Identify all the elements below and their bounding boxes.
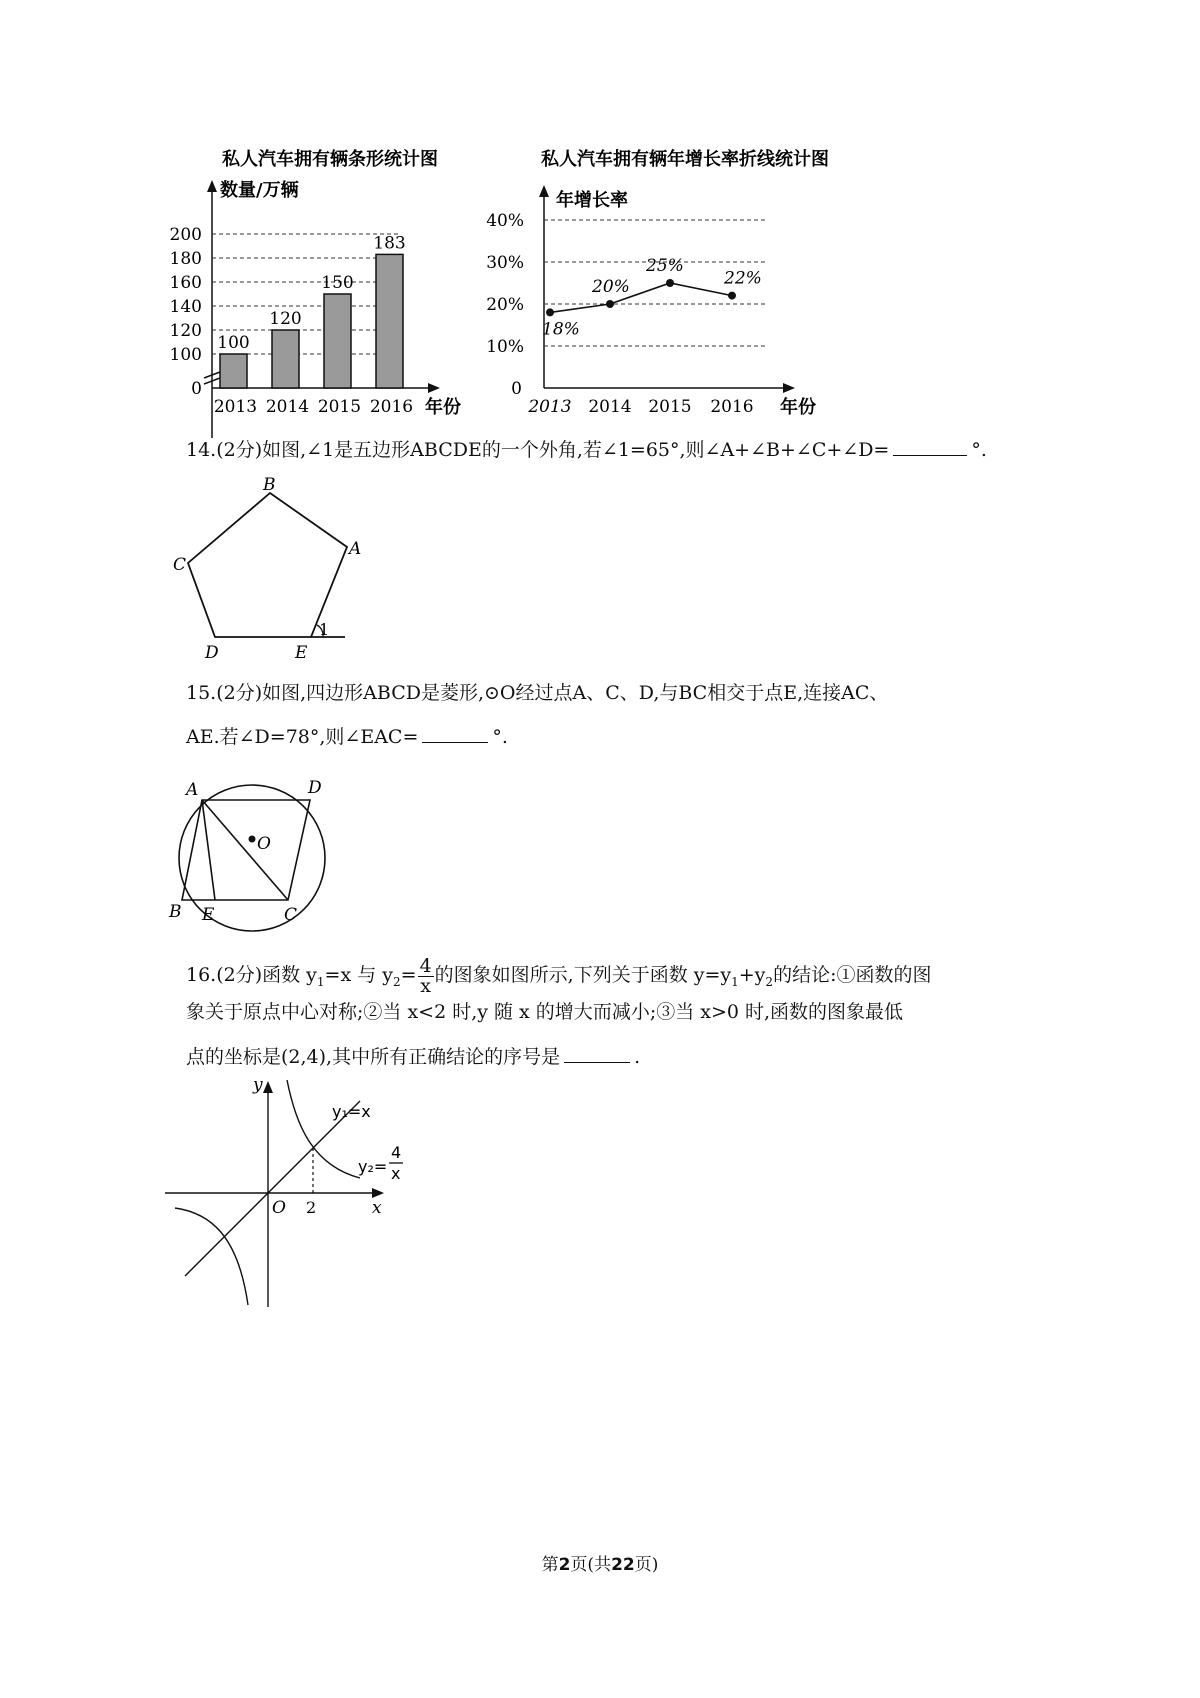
bar-value-label: 183 [373, 233, 406, 254]
q14-answer-blank[interactable] [893, 435, 967, 456]
line-xtick-label: 2013 [528, 397, 572, 417]
line-chart-xlabel: 年份 [780, 397, 816, 418]
question-15-line2 [186, 715, 508, 759]
bar-chart-xlabel: 年份 [425, 397, 461, 418]
line-point [728, 292, 736, 300]
function-graph [160, 1075, 440, 1310]
graph-label-x: x [372, 1198, 382, 1218]
question-16-line3 [186, 1035, 640, 1079]
q16-text-2: 象关于原点中心对称;②当 x<2 时,y 随 x 的增大而减小;③当 x>0 时,函数的图象最低 [186, 1001, 904, 1023]
bar-xtick-label: 2014 [265, 397, 310, 417]
bar-ytick-label: 120 [169, 321, 202, 341]
q16-sub-3: 1 [731, 974, 739, 989]
q15-answer-blank[interactable] [422, 722, 488, 743]
q16-frac-num: 4 [419, 954, 432, 977]
circle-label-O: O [257, 834, 271, 854]
graph-label-y1: y₁=x [332, 1102, 371, 1121]
bar [324, 294, 351, 388]
q16-text-d: 的图象如图所示,下列关于函数 y=y [434, 964, 732, 986]
bar-xtick-label: 2013 [213, 397, 258, 417]
bar [376, 254, 403, 388]
line-xtick-label: 2016 [710, 397, 754, 417]
bar-xtick-label: 2016 [369, 397, 414, 417]
footer-text-b: 页(共 [570, 1555, 612, 1575]
line-value-label: 22% [724, 268, 762, 289]
line-point [666, 279, 674, 287]
line-ytick-label: 10% [486, 337, 524, 357]
bar-ytick-label: 100 [169, 345, 202, 365]
pentagon-label-C: C [173, 555, 187, 575]
question-15-line1 [186, 671, 888, 715]
footer-page-number: 2 [558, 1555, 571, 1575]
circle-label-D: D [308, 778, 322, 798]
q15-text-end: °. [492, 726, 508, 748]
bar-value-label: 120 [269, 309, 302, 329]
question-14 [186, 428, 987, 472]
line-value-label: 25% [646, 256, 684, 276]
line-point [546, 308, 554, 316]
q15-text-1: 15.(2分)如图,四边形ABCD是菱形,⊙O经过点A、C、D,与BC相交于点E,连接AC、 [186, 682, 889, 704]
circle-label-B: B [169, 902, 182, 922]
q16-text-b: =x 与 y [324, 964, 393, 986]
q14-text-end: °. [971, 439, 987, 461]
q16-text-a: 16.(2分)函数 y [186, 964, 317, 986]
pentagon-label-B: B [263, 475, 276, 495]
bar-ytick-label: 140 [169, 297, 202, 317]
q16-sub-1: 1 [316, 974, 325, 989]
graph-label-2: 2 [306, 1198, 317, 1217]
pentagon-label-D: D [205, 643, 219, 663]
line-xtick-label: 2014 [588, 397, 632, 417]
question-16-line2 [186, 990, 903, 1034]
footer-text-a: 第 [541, 1555, 559, 1575]
q16-sub-4: 2 [765, 974, 774, 989]
line-value-label: 20% [592, 277, 630, 297]
bar-ytick-label: 180 [169, 249, 202, 269]
q14-text: 14.(2分)如图,∠1是五边形ABCDE的一个外角,若∠1=65°,则∠A+∠B+∠C+∠D= [186, 439, 890, 461]
q16-text-3: 点的坐标是(2,4),其中所有正确结论的序号是 [186, 1046, 561, 1068]
q16-sub-2: 2 [393, 974, 401, 989]
bar [272, 330, 299, 388]
pentagon-label-A: A [349, 539, 362, 559]
pentagon-figure [175, 475, 375, 670]
pentagon-label-E: E [295, 643, 308, 663]
circle-label-A: A [186, 780, 199, 800]
rhombus-circle-figure [170, 775, 370, 935]
graph-label-O: O [272, 1198, 286, 1218]
bar-chart-title: 私人汽车拥有辆条形统计图 [222, 149, 438, 170]
line-xtick-label: 2015 [648, 397, 692, 417]
line-value-label: 18% [542, 319, 580, 340]
bar [220, 354, 247, 388]
footer-total-pages: 22 [611, 1555, 635, 1575]
circle-label-E: E [202, 905, 215, 925]
line-chart-ylabel: 年增长率 [556, 190, 628, 211]
q16-answer-blank[interactable] [564, 1042, 630, 1063]
line-series-path [550, 283, 732, 312]
graph-label-y: y [253, 1075, 263, 1095]
graph-label-y2-num: 4 [391, 1143, 402, 1162]
q15-text-2: AE.若∠D=78°,则∠EAC= [186, 726, 419, 748]
circle-label-C: C [284, 905, 298, 925]
bar-value-label: 100 [217, 333, 250, 353]
bar-chart-ylabel: 数量/万辆 [220, 180, 299, 201]
q16-text-c: = [400, 964, 417, 986]
line-point [606, 300, 614, 308]
line-ytick-label: 0 [511, 379, 522, 399]
bar-chart [169, 140, 490, 460]
bar-xtick-label: 2015 [317, 397, 362, 417]
graph-label-y2-den: x [391, 1164, 401, 1183]
q16-text-f: 的结论:①函数的图 [773, 964, 932, 986]
bar-ytick-label: 160 [169, 273, 202, 293]
q16-frac-den: x [420, 974, 431, 997]
q16-text-end: . [634, 1046, 641, 1068]
bar-ytick-label: 0 [191, 379, 202, 399]
line-chart-title: 私人汽车拥有辆年增长率折线统计图 [541, 149, 829, 170]
bar-ytick-label: 200 [169, 225, 202, 245]
line-ytick-label: 20% [486, 295, 524, 315]
line-ytick-label: 30% [486, 253, 524, 273]
bar-value-label: 150 [321, 273, 354, 293]
graph-label-y2: y₂= [358, 1157, 388, 1176]
q16-text-e: +y [738, 964, 766, 986]
footer-text-c: 页) [634, 1555, 659, 1575]
page-footer [0, 1550, 1200, 1575]
pentagon-angle-1: 1 [319, 620, 330, 639]
line-ytick-label: 40% [486, 211, 524, 231]
